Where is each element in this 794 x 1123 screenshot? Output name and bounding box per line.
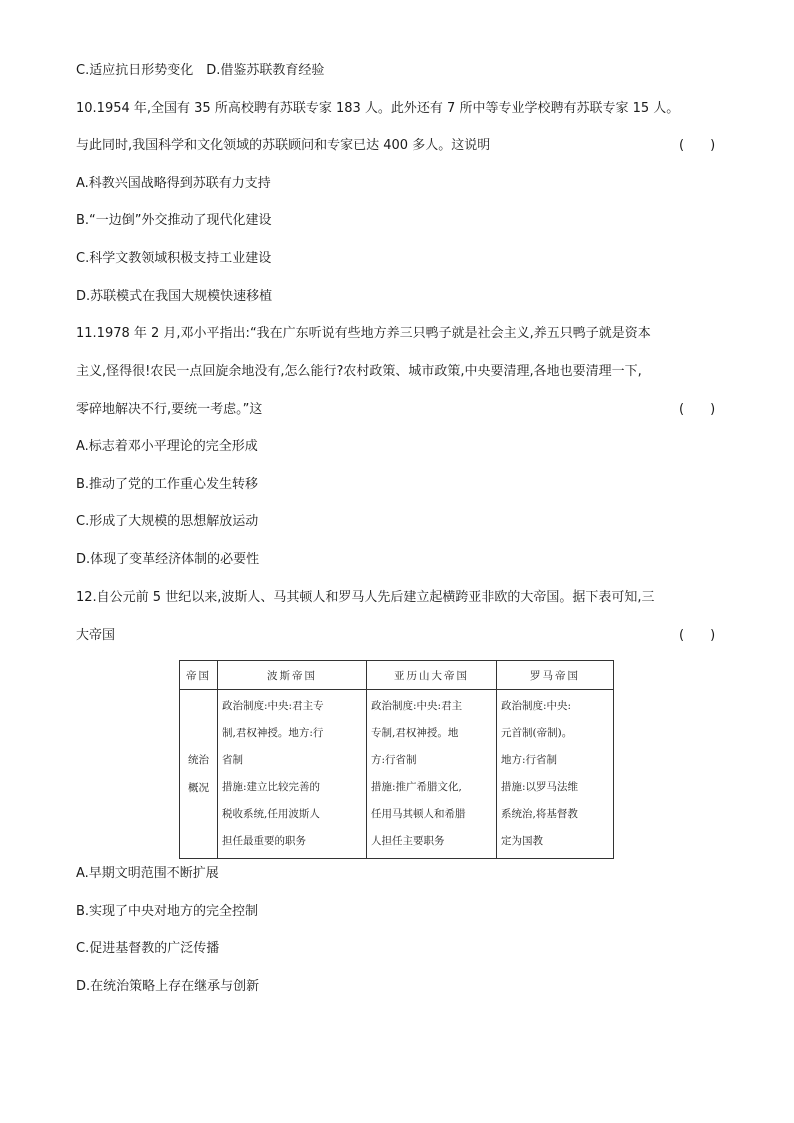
row-label-governance: 统治 概况 xyxy=(180,690,218,859)
q11-answer-blank: ( ) xyxy=(679,402,716,417)
q10-answer-blank: ( ) xyxy=(679,138,716,153)
q11-stem-line-3: 零碎地解决不行,要统一考虑。”这 xyxy=(76,402,263,417)
q12-stem-line-1: 12.自公元前 5 世纪以来,波斯人、马其顿人和罗马人先后建立起横跨亚非欧的大帝国。据下表可知,三 xyxy=(76,590,655,605)
q11-option-b: B.推动了党的工作重心发生转移 xyxy=(76,477,259,492)
empires-comparison-table xyxy=(179,660,614,859)
q11-stem-line-1: 11.1978 年 2 月,邓小平指出:“我在广东听说有些地方养三只鸭子就是社会主义,养五只鸭子就是资本 xyxy=(76,326,651,341)
q12-option-c: C.促进基督教的广泛传播 xyxy=(76,941,220,956)
header-roman-empire: 罗马帝国 xyxy=(497,661,614,690)
header-empire: 帝国 xyxy=(180,661,218,690)
q11-option-a: A.标志着邓小平理论的完全形成 xyxy=(76,439,258,454)
cell-roman-empire: 政治制度:中央: 元首制(帝制)。 地方:行省制 措施:以罗马法维 系统治,将基督教 定为国教 xyxy=(497,690,614,859)
q11-stem-line-2: 主义,怪得很!农民一点回旋余地没有,怎么能行?农村政策、城市政策,中央要清理,各地也要清理一下, xyxy=(76,364,642,379)
table-header-row xyxy=(180,661,614,690)
cell-alexander-empire: 政治制度:中央:君主 专制,君权神授。地 方:行省制 措施:推广希腊文化, 任用马其顿人和希腊 人担任主要职务 xyxy=(367,690,497,859)
q12-option-b: B.实现了中央对地方的完全控制 xyxy=(76,904,259,919)
q10-option-b: B.“一边倒”外交推动了现代化建设 xyxy=(76,213,272,228)
header-persian-empire: 波斯帝国 xyxy=(218,661,367,690)
q11-option-d: D.体现了变革经济体制的必要性 xyxy=(76,552,260,567)
q10-option-d: D.苏联模式在我国大规模快速移植 xyxy=(76,289,273,304)
q10-stem-line-1: 10.1954 年,全国有 35 所高校聘有苏联专家 183 人。此外还有 7 所中等专业学校聘有苏联专家 15 人。 xyxy=(76,101,680,116)
q10-stem-line-2: 与此同时,我国科学和文化领域的苏联顾问和专家已达 400 多人。这说明 xyxy=(76,138,491,153)
q12-stem-line-2: 大帝国 xyxy=(76,628,116,643)
q12-option-a: A.早期文明范围不断扩展 xyxy=(76,866,219,881)
q12-option-d: D.在统治策略上存在继承与创新 xyxy=(76,979,260,994)
q10-option-c: C.科学文教领域积极支持工业建设 xyxy=(76,251,272,266)
cell-persian-empire: 政治制度:中央:君主专 制,君权神授。地方:行 省制 措施:建立比较完善的 税收系统,任用波斯人 担任最重要的职务 xyxy=(218,690,367,859)
q10-option-a: A.科教兴国战略得到苏联有力支持 xyxy=(76,176,271,191)
header-alexander-empire: 亚历山大帝国 xyxy=(367,661,497,690)
q9-options-cd: C.适应抗日形势变化 D.借鉴苏联教育经验 xyxy=(76,63,325,78)
q11-option-c: C.形成了大规模的思想解放运动 xyxy=(76,514,259,529)
table-row xyxy=(180,690,614,859)
q12-answer-blank: ( ) xyxy=(679,628,716,643)
